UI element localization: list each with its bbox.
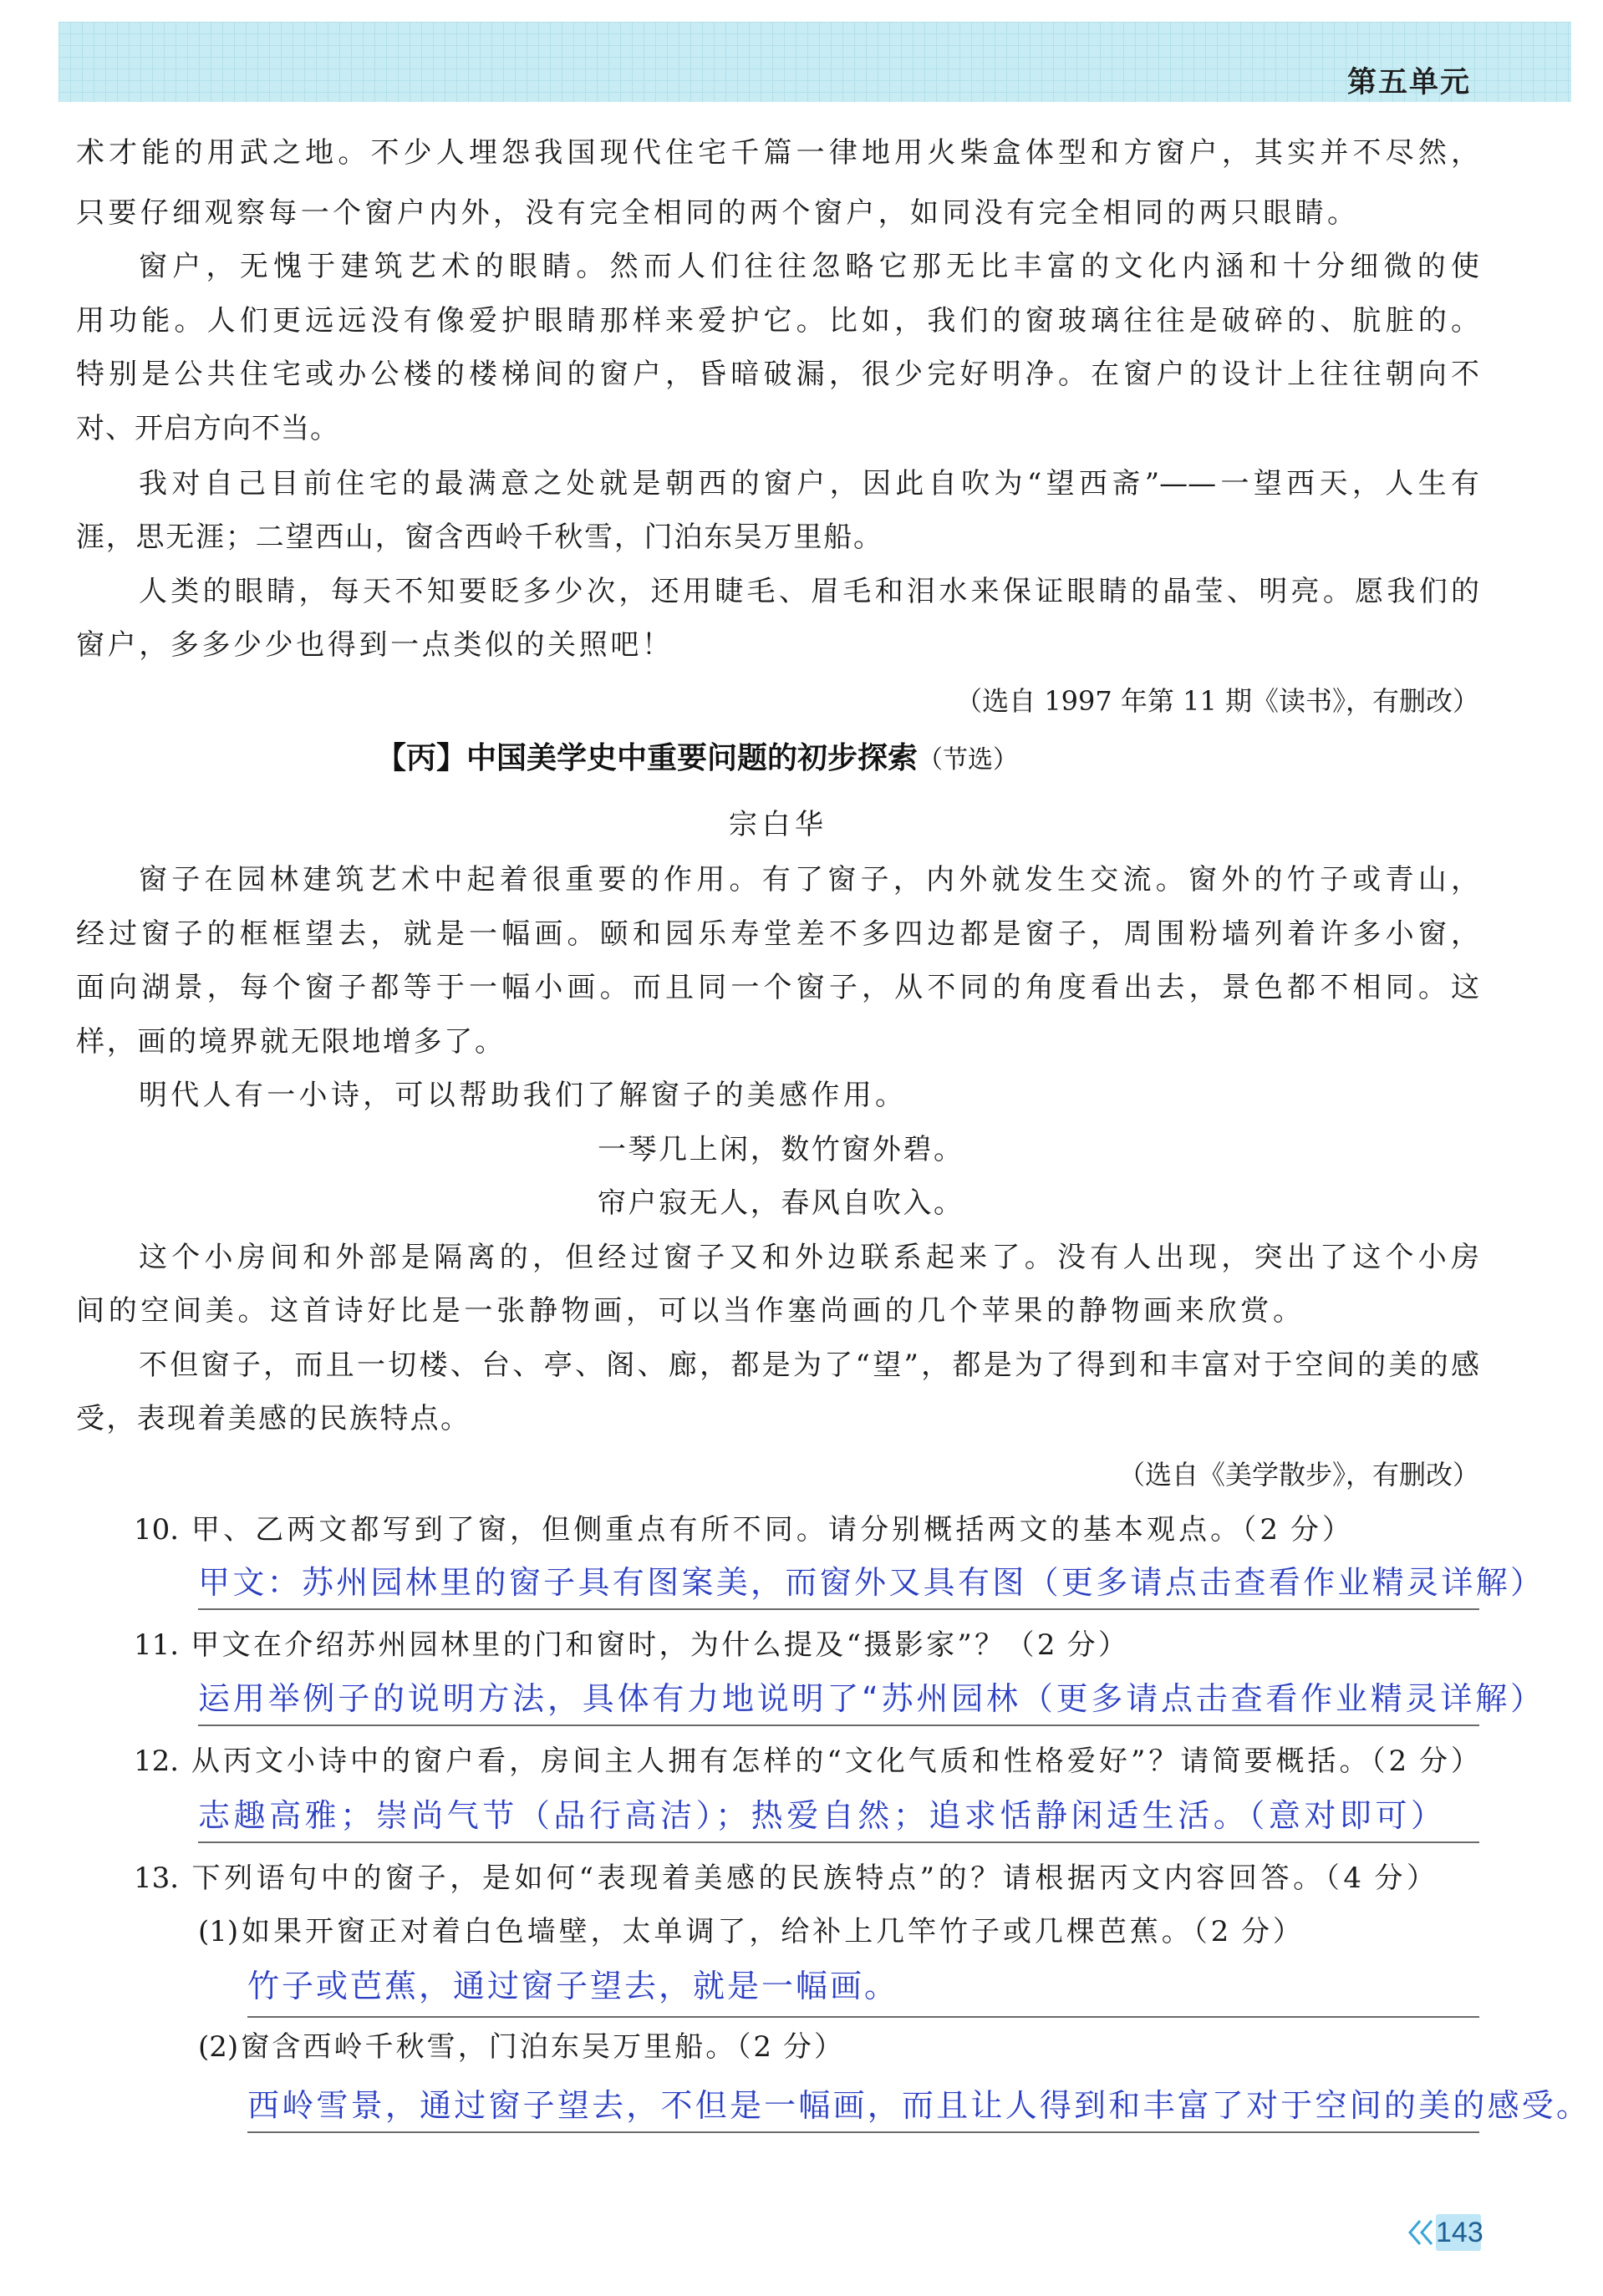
passage-bing-line: 这个小房间和外部是隔离的，但经过窗子又和外边联系起来了。没有人出现，突出了这个小房 (139, 1241, 1479, 1274)
part-text: 如果开窗正对着白色墙壁，太单调了，给补上几竿竹子或几棵芭蕉。（2 分） (238, 1915, 1301, 1948)
answer-underline (247, 2131, 1479, 2133)
answer-underline (198, 1725, 1479, 1726)
part-label: (1) (198, 1915, 239, 1948)
passage-yi-line: 特别是公共住宅或办公楼的楼梯间的窗户，昏暗破漏，很少完好明净。在窗户的设计上往往朝向不 (76, 358, 1479, 391)
question-number: 13. (134, 1862, 180, 1895)
question-text: 下列语句中的窗子，是如何“表现着美感的民族特点”的？请根据丙文内容回答。（4 分） (191, 1862, 1435, 1895)
answer-underline (247, 2016, 1479, 2018)
question-13-part-2 (198, 2027, 842, 2067)
passage-yi-line: 人类的眼睛，每天不知要眨多少次，还用睫毛、眉毛和泪水来保证眼睛的晶莹、明亮。愿我们的 (139, 575, 1479, 608)
passage-bing-title-note: （节选） (918, 745, 1019, 775)
part-label: (2) (198, 2030, 239, 2064)
poem-line: 帘户寂无人，春风自吹入。 (598, 1186, 962, 1220)
passage-bing-line: 明代人有一小诗，可以帮助我们了解窗子的美感作用。 (139, 1079, 903, 1112)
answer-12: 志趣高雅；崇尚气节（品行高洁）；热爱自然；追求恬静闲适生活。（意对即可） (198, 1797, 1443, 1834)
question-text: 甲、乙两文都写到了窗，但侧重点有所不同。请分别概括两文的基本观点。（2 分） (191, 1513, 1351, 1547)
passage-yi-line: 对、开启方向不当。 (76, 412, 338, 445)
answer-13-1: 竹子或芭蕉，通过窗子望去，就是一幅画。 (247, 1968, 896, 2004)
passage-bing-line: 不但窗子，而且一切楼、台、亭、阁、廊，都是为了“望”，都是为了得到和丰富对于空间的美的感 (139, 1349, 1479, 1382)
question-10 (134, 1510, 1351, 1550)
answer-13-2: 西岭雪景，通过窗子望去，不但是一幅画，而且让人得到和丰富了对于空间的美的感受。 (247, 2087, 1588, 2124)
passage-bing-title (376, 739, 1018, 779)
passage-yi-line: 窗户，多多少少也得到一点类似的关照吧！ (76, 628, 670, 662)
passage-yi-line: 只要仔细观察每一个窗户内外，没有完全相同的两个窗户，如同没有完全相同的两只眼睛。 (76, 196, 1356, 230)
answer-underline (198, 1608, 1479, 1610)
passage-yi-line: 术才能的用武之地。不少人埋怨我国现代住宅千篇一律地用火柴盒体型和方窗户，其实并不尽然， (76, 136, 1479, 170)
passage-yi-line: 用功能。人们更远远没有像爱护眼睛那样来爱护它。比如，我们的窗玻璃往往是破碎的、肮脏的。 (76, 304, 1479, 338)
question-13 (134, 1858, 1435, 1898)
question-number: 10. (134, 1513, 180, 1547)
passage-bing-line: 样，画的境界就无限地增多了。 (76, 1025, 503, 1059)
question-text: 从丙文小诗中的窗户看，房间主人拥有怎样的“文化气质和性格爱好”？请简要概括。（2 分） (191, 1745, 1480, 1778)
passage-bing-line: 受，表现着美感的民族特点。 (76, 1402, 469, 1435)
unit-title: 第五单元 (1347, 66, 1472, 99)
page-number: 143 (1436, 2214, 1481, 2251)
answer-11: 运用举例子的说明方法，具体有力地说明了“苏州园林（更多请点击查看作业精灵详解） (198, 1680, 1542, 1717)
passage-bing-title-main: 【丙】中国美学史中重要问题的初步探索 (376, 741, 919, 775)
question-13-part-1 (198, 1912, 1301, 1952)
header-band (59, 22, 1571, 102)
passage-bing-line: 窗子在园林建筑艺术中起着很重要的作用。有了窗子，内外就发生交流。窗外的竹子或青山， (139, 863, 1479, 897)
passage-bing-line: 面向湖景，每个窗子都等于一幅小画。而且同一个窗子，从不同的角度看出去，景色都不相同。这 (76, 971, 1479, 1004)
part-text: 窗含西岭千秋雪，门泊东吴万里船。（2 分） (238, 2030, 842, 2064)
passage-bing-author: 宗白华 (729, 808, 823, 841)
passage-bing-line: 经过窗子的框框望去，就是一幅画。颐和园乐寿堂差不多四边都是窗子，周围粉墙列着许多小窗， (76, 917, 1479, 951)
passage-yi-line: 涯，思无涯；二望西山，窗含西岭千秋雪，门泊东吴万里船。 (76, 521, 882, 554)
question-11 (134, 1625, 1127, 1665)
passage-yi-source: （选自 1997 年第 11 期《读书》，有删改） (955, 685, 1479, 717)
double-chevron-left-icon (1407, 2216, 1437, 2249)
poem-line: 一琴几上闲，数竹窗外碧。 (598, 1133, 962, 1166)
answer-underline (198, 1841, 1479, 1843)
question-text: 甲文在介绍苏州园林里的门和窗时，为什么提及“摄影家”？（2 分） (191, 1628, 1127, 1662)
passage-yi-line: 我对自己目前住宅的最满意之处就是朝西的窗户，因此自吹为“望西斋”——一望西天，人生有 (139, 467, 1479, 500)
passage-bing-line: 间的空间美。这首诗好比是一张静物画，可以当作塞尚画的几个苹果的静物画来欣赏。 (76, 1294, 1301, 1328)
passage-bing-source: （选自《美学散步》，有删改） (1117, 1459, 1479, 1491)
question-number: 12. (134, 1745, 180, 1778)
passage-yi-line: 窗户，无愧于建筑艺术的眼睛。然而人们往往忽略它那无比丰富的文化内涵和十分细微的使 (139, 250, 1479, 283)
question-number: 11. (134, 1628, 180, 1662)
question-12 (134, 1741, 1479, 1781)
answer-10: 甲文：苏州园林里的窗子具有图案美，而窗外又具有图（更多请点击查看作业精灵详解） (198, 1564, 1542, 1601)
